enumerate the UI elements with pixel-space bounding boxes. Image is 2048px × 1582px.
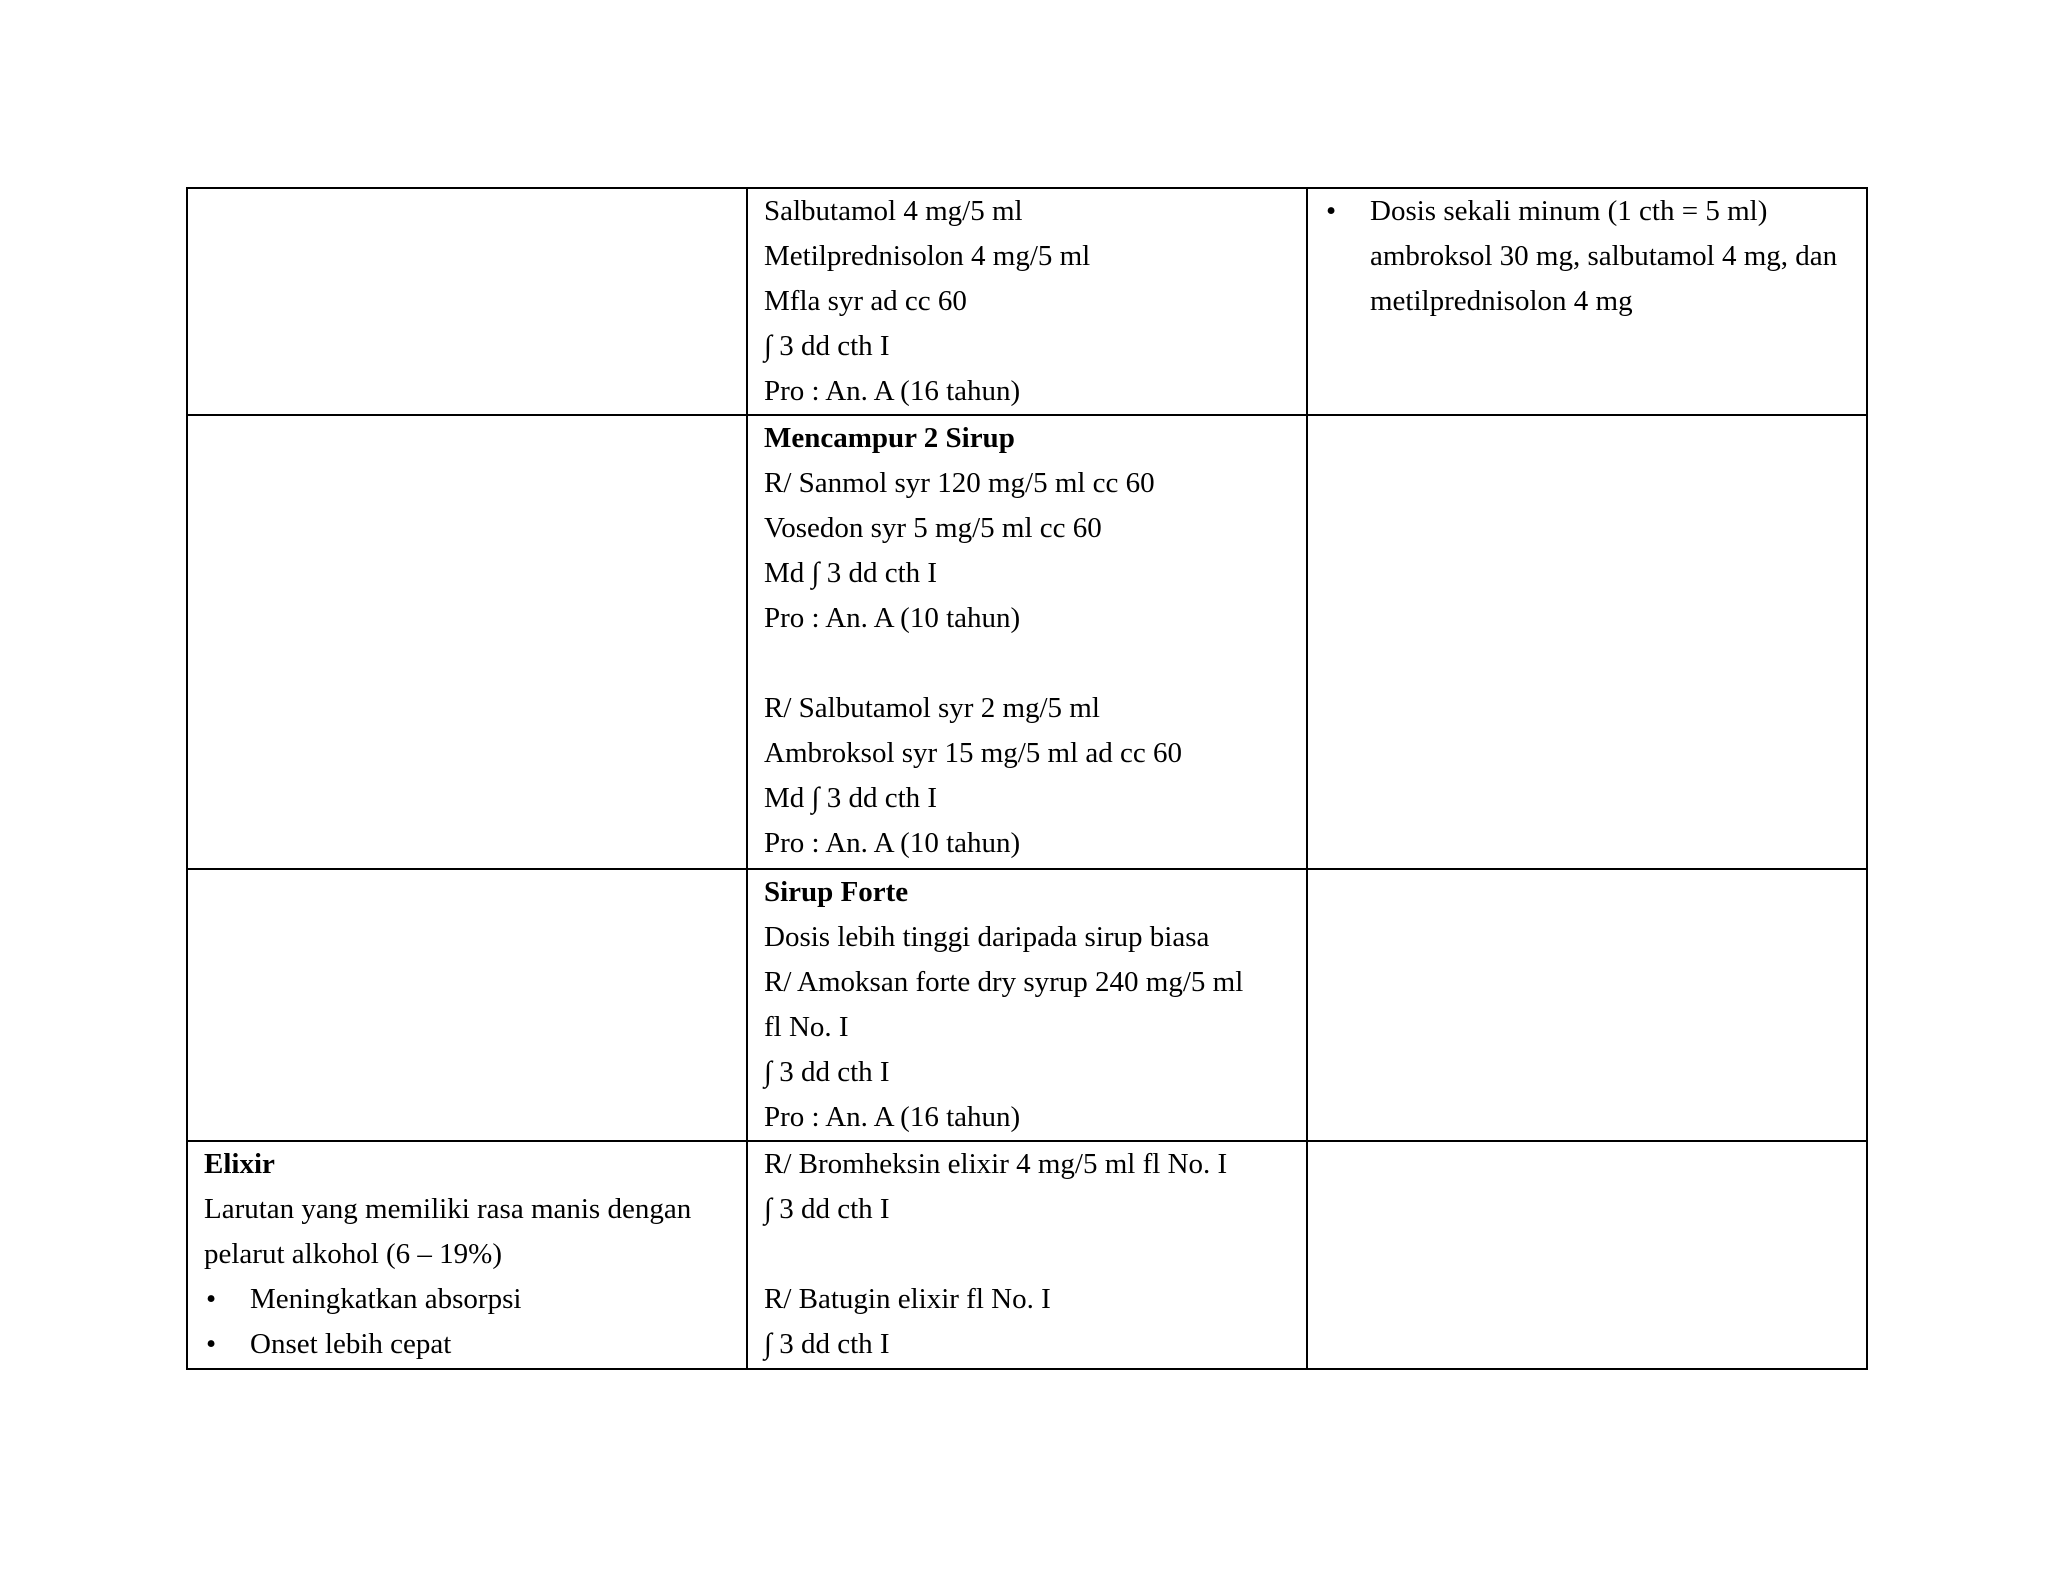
- table-cell-prescription: [747, 869, 1307, 1141]
- prescription-line: ∫ 3 dd cth I: [764, 1193, 890, 1225]
- table-cell-description: [187, 869, 747, 1141]
- list-item: • Onset lebih cepat: [204, 1322, 730, 1367]
- benefits-list: [204, 1277, 730, 1367]
- table-cell-notes: [1307, 188, 1867, 415]
- table-cell-description: [187, 188, 747, 415]
- blank-line: [764, 1232, 1290, 1277]
- prescription-line: R/ Sanmol syr 120 mg/5 ml cc 60: [764, 467, 1155, 499]
- list-item: • Meningkatkan absorpsi: [204, 1277, 730, 1322]
- table-cell-notes: [1307, 869, 1867, 1141]
- table-cell-notes: [1307, 1141, 1867, 1369]
- prescription-line: ∫ 3 dd cth I: [764, 330, 890, 362]
- section-heading: Sirup Forte: [764, 876, 909, 908]
- section-heading: Mencampur 2 Sirup: [764, 422, 1015, 454]
- blank-line: [764, 641, 1290, 686]
- prescription-line: Pro : An. A (10 tahun): [764, 602, 1021, 634]
- prescription-line: Dosis lebih tinggi daripada sirup biasa: [764, 921, 1210, 953]
- table-row: [187, 188, 1867, 415]
- list-item: • Dosis sekali minum (1 cth = 5 ml) ambroksol 30 mg, salbutamol 4 mg, dan metilprednisolon 4 mg: [1324, 189, 1850, 324]
- prescription-line: R/ Bromheksin elixir 4 mg/5 ml fl No. I: [764, 1148, 1228, 1180]
- table-row: [187, 869, 1867, 1141]
- notes-list: [1324, 189, 1850, 324]
- prescription-line: Mfla syr ad cc 60: [764, 285, 967, 317]
- prescription-line: R/ Batugin elixir fl No. I: [764, 1283, 1051, 1315]
- prescription-line: R/ Salbutamol syr 2 mg/5 ml: [764, 692, 1100, 724]
- table-cell-prescription: [747, 1141, 1307, 1369]
- prescription-line: R/ Amoksan forte dry syrup 240 mg/5 ml: [764, 966, 1244, 998]
- description-text: Larutan yang memiliki rasa manis dengan pelarut alkohol (6 – 19%): [204, 1193, 692, 1270]
- prescription-line: Ambroksol syr 15 mg/5 ml ad cc 60: [764, 737, 1183, 769]
- prescription-line: Pro : An. A (16 tahun): [764, 375, 1021, 407]
- prescription-table: [186, 187, 1868, 1370]
- table-row: [187, 415, 1867, 869]
- table-cell-prescription: [747, 415, 1307, 869]
- table-row: [187, 1141, 1867, 1369]
- prescription-line: Pro : An. A (10 tahun): [764, 827, 1021, 859]
- prescription-line: ∫ 3 dd cth I: [764, 1328, 890, 1360]
- prescription-line: fl No. I: [764, 1011, 849, 1043]
- prescription-line: Salbutamol 4 mg/5 ml: [764, 195, 1023, 227]
- section-heading: Elixir: [204, 1148, 275, 1180]
- prescription-line: Md ∫ 3 dd cth I: [764, 782, 938, 814]
- table-cell-description: [187, 1141, 747, 1369]
- prescription-line: Metilprednisolon 4 mg/5 ml: [764, 240, 1091, 272]
- table-cell-notes: [1307, 415, 1867, 869]
- prescription-line: ∫ 3 dd cth I: [764, 1056, 890, 1088]
- prescription-line: Pro : An. A (16 tahun): [764, 1101, 1021, 1133]
- prescription-line: Md ∫ 3 dd cth I: [764, 557, 938, 589]
- table-cell-prescription: [747, 188, 1307, 415]
- table-cell-description: [187, 415, 747, 869]
- prescription-line: Vosedon syr 5 mg/5 ml cc 60: [764, 512, 1102, 544]
